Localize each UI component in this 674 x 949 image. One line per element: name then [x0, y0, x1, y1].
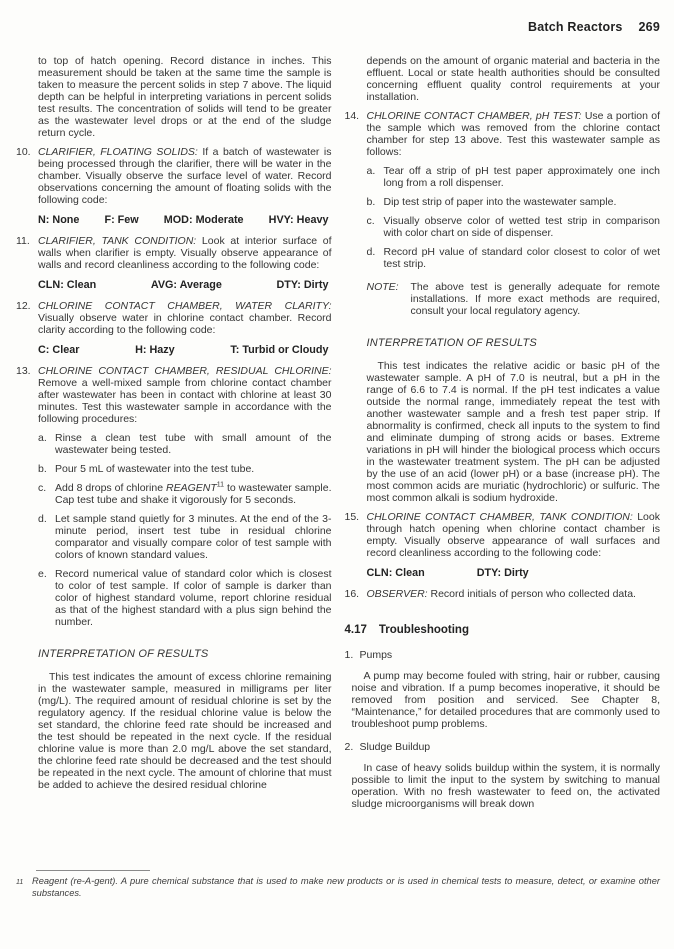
header-title: Batch Reactors	[528, 20, 623, 34]
text-columns	[16, 55, 660, 817]
item-letter: d.	[366, 246, 376, 258]
text-segment: Add 8 drops of chlorine	[55, 482, 166, 494]
item-description: Tear off a strip of pH test paper approximately one inch long from a roll dispenser.	[383, 165, 660, 189]
numbered-item	[345, 511, 661, 559]
code-entry: HVY: Heavy	[268, 214, 329, 226]
numbered-line	[345, 649, 661, 661]
line-text: Pumps	[359, 649, 393, 661]
numbered-item	[16, 146, 332, 206]
code-entry: F: Few	[104, 214, 139, 226]
item-text	[55, 463, 332, 475]
item-number: 10.	[16, 146, 31, 158]
code-legend	[367, 567, 661, 579]
item-text	[38, 235, 332, 271]
item-text	[55, 482, 332, 506]
item-description: Look through hatch opening when chlorine contact chamber is empty. Visually observe appearance of wall surfaces and record cleanliness according to the following code:	[366, 511, 660, 559]
lettered-item	[38, 513, 332, 561]
lettered-item	[38, 482, 332, 506]
item-number: 12.	[16, 300, 31, 312]
footnote-body	[16, 876, 660, 899]
item-text	[367, 110, 661, 158]
code-entry: CLN: Clean	[38, 279, 97, 291]
item-number: 14.	[344, 110, 360, 122]
note	[367, 281, 661, 317]
numbered-item	[16, 300, 332, 336]
item-text	[367, 588, 661, 600]
numbered-item	[16, 235, 332, 271]
section-number: 4.17	[344, 624, 367, 636]
item-description: Use a portion of the sample which was removed from the chlorine contact chamber for step 13 above. Test this wastewater sample as follows:	[366, 110, 660, 158]
right-column	[345, 55, 661, 817]
code-entry: H: Hazy	[135, 344, 175, 356]
text-segment: REAGENT	[166, 482, 217, 494]
item-title: CLARIFIER, TANK CONDITION:	[38, 235, 197, 247]
item-description: Rinse a clean test tube with small amount of the wastewater being tested.	[55, 432, 332, 456]
item-title: OBSERVER:	[366, 588, 428, 600]
item-description: Look at interior surface of walls when clarifier is empty. Visually observe appearance of walls and record cleanliness according to the following code:	[38, 235, 332, 271]
footnote-marker: 11	[16, 879, 24, 886]
lettered-item	[38, 463, 332, 475]
code-entry: C: Clear	[38, 344, 80, 356]
item-text	[384, 246, 661, 270]
code-entry: N: None	[38, 214, 80, 226]
paragraph: A pump may become fouled with string, hair or rubber, causing noise and vibration. If a pump becomes inoperative, it should be removed from position and serviced. See Chapter 8, “Maintenance,” for detailed procedures that are commonly used to troubleshoot pump problems.	[351, 670, 660, 730]
item-text	[55, 568, 332, 628]
item-description: Record initials of person who collected data.	[430, 588, 636, 600]
code-entry: MOD: Moderate	[163, 214, 244, 226]
numbered-line	[345, 741, 661, 753]
item-number: 13.	[16, 365, 31, 377]
lettered-item	[367, 196, 661, 208]
item-description: Record pH value of standard color closest to color of wet test strip.	[383, 246, 660, 270]
lettered-item	[367, 246, 661, 270]
numbered-item	[345, 588, 661, 600]
item-text	[384, 215, 661, 239]
section-heading: INTERPRETATION OF RESULTS	[366, 337, 537, 349]
paragraph: In case of heavy solids buildup within the system, it is normally possible to limit the input to the system by switching to manual operation. With no fresh wastewater to feed on, the activated sludge microorganisms will break down	[351, 762, 660, 810]
item-letter: c.	[38, 482, 47, 494]
item-letter: d.	[38, 513, 47, 525]
item-description: Visually observe color of wetted test strip in comparison with color chart on side of dispenser.	[383, 215, 660, 239]
item-description: Visually observe water in chlorine contact chamber. Record clarity according to the following code:	[38, 312, 332, 336]
left-column	[16, 55, 332, 817]
lettered-item	[367, 165, 661, 189]
line-number: 1.	[344, 649, 354, 661]
paragraph: depends on the amount of organic material and bacteria in the effluent. Local or state health authorities should be consulted concerning effluent quality control requirements at your installation.	[366, 55, 660, 103]
item-letter: a.	[366, 165, 376, 177]
item-letter: c.	[366, 215, 375, 227]
item-text	[38, 365, 332, 425]
paragraph: This test indicates the relative acidic or basic pH of the wastewater sample. A pH of 7.0 is neutral, but a pH in the range of 6.6 to 7.4 is normal. If the pH test indicates a value outside the normal range, immediately repeat the test with another wastewater sample and a fresh test paper strip. If abnormality is confirmed, check all inputs to the system to find and eliminate dumping of strong acids or bases. Extreme variations in pH will hinder the biological process which occurs in the wastewater treatment system. The pH can be adjusted by the use of an acid (lower pH) or a base (increase pH). The most common acids are muriatic (hydrochloric) or sulfuric. The most common alkali is sodium hydroxide.	[366, 360, 660, 504]
numbered-item	[16, 365, 332, 425]
code-legend	[38, 214, 332, 226]
item-number: 15.	[344, 511, 360, 523]
code-legend	[38, 279, 332, 291]
item-letter: e.	[38, 568, 47, 580]
code-entry: DTY: Dirty	[276, 279, 329, 291]
item-text	[384, 165, 661, 189]
item-description: Record numerical value of standard color which is closest to color of test sample. If color of sample is darker than color of highest standard volume, report chlorine residual as that of the highest standard with a plus sign behind the number.	[55, 568, 332, 628]
item-description: Let sample stand quietly for 3 minutes. At the end of the 3-minute period, insert test tube in residual chlorine comparator and visually compare color of test sample with colors of known standard values.	[55, 513, 332, 561]
text-segment: to wastewater sample. Cap test tube and shake it vigorously for 5 seconds.	[55, 482, 332, 506]
item-letter: a.	[38, 432, 47, 444]
item-title: CHLORINE CONTACT CHAMBER, pH TEST:	[366, 110, 582, 122]
lettered-item	[367, 215, 661, 239]
item-description: Remove a well-mixed sample from chlorine contact chamber after wastewater has been in contact with chlorine at least 30 minutes. Test this wastewater sample in accordance with the following procedures:	[38, 377, 332, 425]
note-label: NOTE:	[366, 281, 399, 293]
item-description: If a batch of wastewater is being processed through the clarifier, there will be water in the chamber. Visually observe the surface level of water. Record observations concerning the amount of floating solids with the following code:	[38, 146, 332, 206]
subsection-heading	[345, 624, 661, 636]
item-title: CLARIFIER, FLOATING SOLIDS:	[38, 146, 198, 158]
lettered-item	[38, 568, 332, 628]
numbered-item	[345, 110, 661, 158]
paragraph: to top of hatch opening. Record distance in inches. This measurement should be taken at the same time the sample is taken to measure the percent solids in step 7 above. The liquid depth can be helpful in interpreting variations in percent solids test results. The concentration of solids will tend to be greater as the wastewater level drops or at the end of the sludge return cycle.	[38, 55, 332, 139]
item-text	[55, 513, 332, 561]
item-text	[55, 432, 332, 456]
paragraph: This test indicates the amount of excess chlorine remaining in the wastewater sample, measured in milligrams per liter (mg/L). The required amount of residual chlorine is set by the regulatory agency. If the residual chlorine value is below the set standard, the chlorine feed rate should be increased and the test should be repeated in the next cycle. If the residual chlorine value is more than 2.0 mg/L above the set standard, the chlorine feed rate should be decreased and the test should be repeated in the next cycle. The amount of chlorine that must be added to achieve the desired residual chlorine	[38, 671, 332, 791]
item-title: CHLORINE CONTACT CHAMBER, WATER CLARITY:	[38, 300, 332, 312]
item-title: CHLORINE CONTACT CHAMBER, RESIDUAL CHLORINE:	[38, 365, 332, 377]
code-legend	[38, 344, 332, 356]
section-title: Troubleshooting	[378, 624, 469, 636]
item-number: 11.	[16, 235, 30, 247]
code-entry: AVG: Average	[150, 279, 222, 291]
footnote	[16, 870, 660, 899]
footnote-text: Reagent (re-A-gent). A pure chemical substance that is used to make new products or is used in chemical tests to measure, detect, or examine other substances.	[32, 876, 660, 898]
item-text	[38, 300, 332, 336]
item-text	[367, 511, 661, 559]
section-heading: INTERPRETATION OF RESULTS	[38, 648, 209, 660]
item-number: 16.	[344, 588, 360, 600]
code-entry: T: Turbid or Cloudy	[230, 344, 329, 356]
code-entry: DTY: Dirty	[476, 567, 529, 579]
item-letter: b.	[38, 463, 47, 475]
item-title: CHLORINE CONTACT CHAMBER, TANK CONDITION:	[366, 511, 633, 523]
item-letter: b.	[366, 196, 376, 208]
lettered-item	[38, 432, 332, 456]
item-text	[384, 196, 661, 208]
footnote-rule	[36, 870, 150, 871]
line-number: 2.	[344, 741, 354, 753]
running-header	[16, 20, 660, 34]
item-description: Pour 5 mL of wastewater into the test tube.	[55, 463, 255, 475]
note-text: The above test is generally adequate for remote installations. If more exact methods are required, consult your local regulatory agency.	[410, 281, 660, 317]
footnote-ref: 11	[216, 481, 225, 489]
page-number: 269	[638, 20, 660, 34]
line-text: Sludge Buildup	[359, 741, 431, 753]
item-description: Dip test strip of paper into the wastewater sample.	[383, 196, 617, 208]
code-entry: CLN: Clean	[366, 567, 425, 579]
item-text	[38, 146, 332, 206]
